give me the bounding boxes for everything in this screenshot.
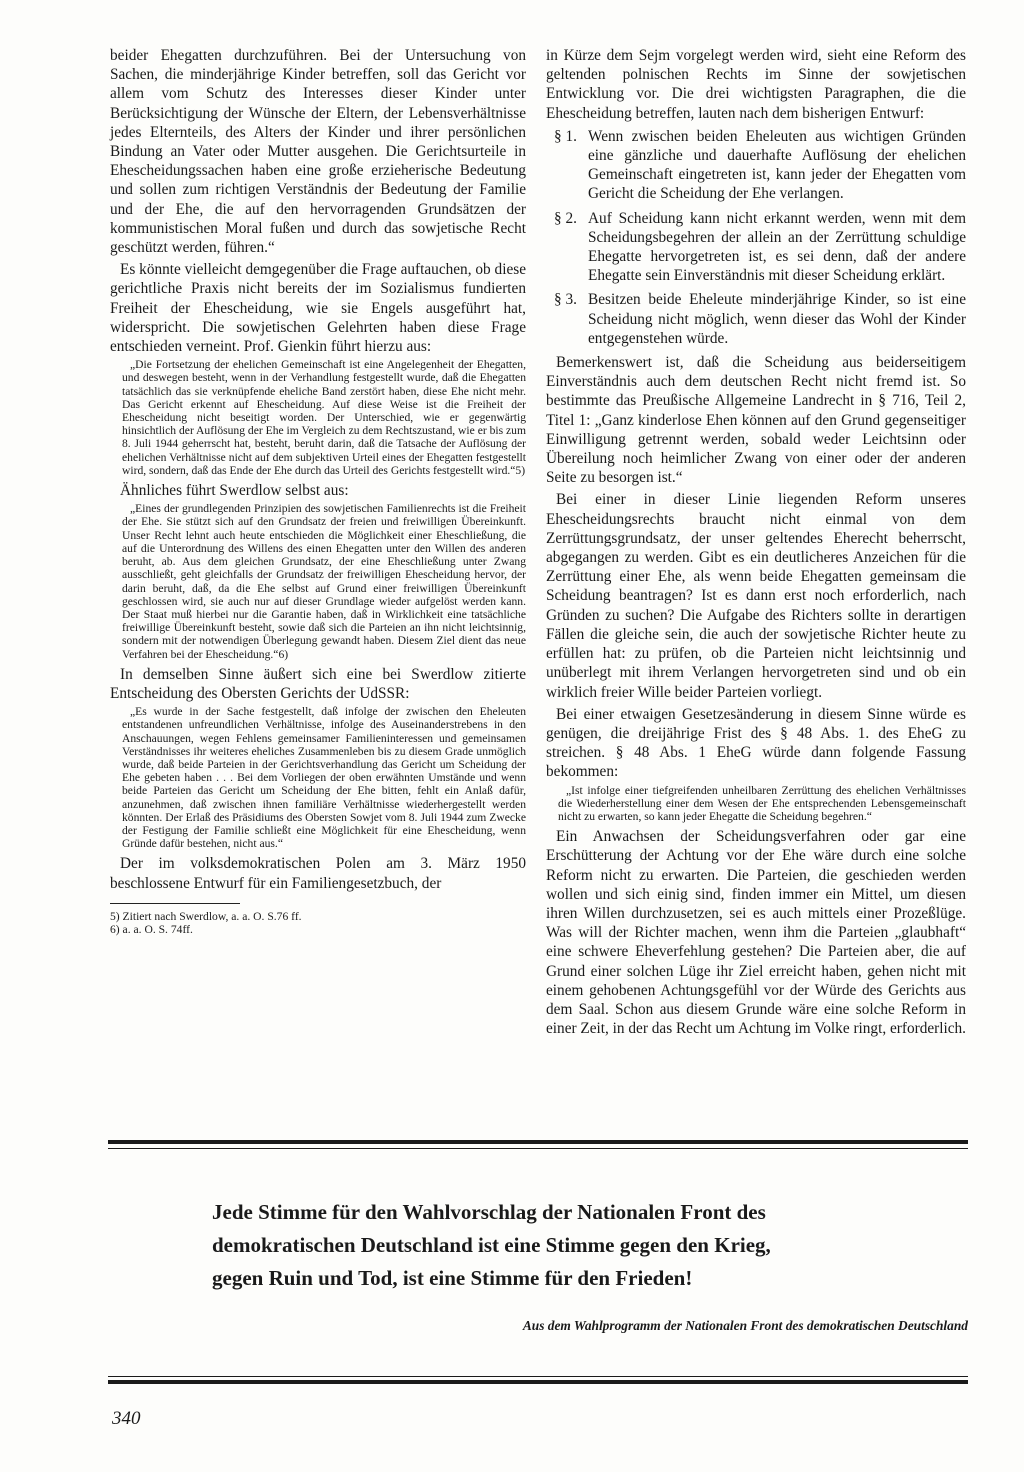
right-column — [546, 46, 966, 1038]
right-paragraph-5: Ein Anwachsen der Scheidungsverfahren oder gar eine Erschütterung der Achtung vor der Ehe wäre durch eine solche Reform nicht zu erwarten. Die Parteien, die geschieden werden wollen und sich einig sind, finden immer ein Mittel, um diesen ihren Willen durchzusetzen, sei es auch mittels einer Prozeßlüge. Was will der Richter machen, wenn ihm die Parteien „glaubhaft“ eine schwere Eheverfehlung gestehen? Die Parteien aber, die auf Grund einer solchen Lüge ihr Ziel erreicht haben, gehen nicht mit einem gehobenen Achtungsgefühl vor der Würde des Gerichts aus dem Saal. Schon aus diesem Grunde wäre eine solche Reform in einer Zeit, in der das Recht um Achtung im Volke ringt, erforderlich. — [546, 828, 966, 1038]
slogan-line-3: gegen Ruin und Tod, ist eine Stimme für den Frieden! — [212, 1266, 693, 1290]
slogan-attribution: Aus dem Wahlprogramm der Nationalen Front des demokratischen Deutschland — [522, 1318, 968, 1333]
page-number: 340 — [112, 1408, 141, 1429]
law-paragraph-item — [546, 127, 966, 204]
left-paragraph-2: Es könnte vielleicht demgegenüber die Frage auftauchen, ob diese gerichtliche Praxis nicht bereits der im Sozialismus fundierten Freiheit der Ehescheidung, wie sie Engels ausgeführt hat, widerspricht. Die sowjetischen Gelehrten haben diese Frage entschieden verneint. Prof. Gienkin führt hierzu aus: — [110, 261, 526, 356]
law-paragraph-number: § 3. — [554, 291, 577, 309]
divider-top-thin — [108, 1148, 968, 1149]
law-paragraph-number: § 2. — [554, 209, 577, 227]
law-paragraph-number: § 1. — [554, 127, 577, 145]
footnotes — [110, 903, 302, 936]
divider-bottom-thick — [108, 1380, 968, 1384]
quote-gienkin: „Die Fortsetzung der ehelichen Gemeinschaft ist eine Angelegenheit der Ehegatten, und deswegen besteht, wenn in der Verhandlung festgestellt wurde, daß die Ehegatten tatsächlich das sie verknüpfende eheliche Band zerstört haben, diese Ehe nicht mehr. Das Gericht erkennt auf Ehescheidung. Auf diese Weise ist die Freiheit der Ehescheidung nicht beseitigt worden. Der Unterschied, wie er gegenwärtig hinsichtlich der Auflösung der Ehe im Vergleich zu dem Rechtszustand, wie er bis zum 8. Juli 1944 geherrscht hat, besteht, beruht darin, daß die Tatsache der Auflösung der ehelichen Verhältnisse nicht auf dem subjektiven Urteil eines der Ehegatten festgestellt wird, sondern, daß das Ende der Ehe durch das Urteil des Gerichts festgestellt wird.“5) — [122, 358, 526, 477]
election-slogan — [212, 1196, 972, 1295]
law-paragraph-text: Besitzen beide Eheleute minderjährige Kinder, so ist eine Scheidung nicht möglich, wenn dieser das Wohl der Kinder entgegenstehen würde. — [588, 291, 966, 347]
law-paragraph-text: Wenn zwischen beiden Eheleuten aus wichtigen Gründen eine gänzliche und dauerhafte Auflösung der ehelichen Gemeinschaft eingetreten ist, kann jeder der Ehegatten vom Gericht die Scheidung der Ehe verlangen. — [588, 127, 966, 203]
quote-proposed-law: „Ist infolge einer tiefgreifenden unheilbaren Zerrüttung des ehelichen Verhältnisses die Wiederherstellung einer dem Wesen der Ehe entsprechenden Lebensgemeinschaft nicht zu erwarten, so kann jeder Ehegatte die Scheidung begehren.“ — [558, 783, 966, 823]
quote-supreme-court: „Es wurde in der Sache festgestellt, daß infolge der zwischen den Eheleuten entstandenen unfreundlichen Verhältnisse, infolge des Auseinanderstrebens in den Anschauungen, wegen Fehlens gemeinsamer Familieninteressen und gemeinsamen Verständnisses ihr weiteres eheliches Zusammenleben bis zu diesem Grade unmöglich wurde, daß beide Parteien in der Gerichtsverhandlung das Gericht um Scheidung der Ehe gebeten haben . . . Bei dem Vorliegen der oben erwähnten Umstände und wenn beide Parteien das Gericht um Scheidung der Ehe bitten, fehlt ein Anlaß dafür, anzunehmen, daß zwischen ihnen familiäre Verhältnisse wiederhergestellt werden könnten. Der Erlaß des Präsidiums des Obersten Sowjet vom 8. Juli 1944 zum Zwecke der Festigung der Familie schließt eine Möglichkeit für eine Ehescheidung, wenn Gründe dafür bestehen, nicht aus.“ — [122, 705, 526, 851]
law-paragraph-text: Auf Scheidung kann nicht erkannt werden, wenn mit dem Scheidungsbegehren der allein an der Zerrüttung schuldige Ehegatte hervorgetreten ist, es sei denn, daß der andere Ehegatte sein Einverständnis mit dieser Scheidung erklärt. — [588, 209, 966, 285]
left-column — [110, 46, 526, 936]
left-paragraph-3: Ähnliches führt Swerdlow selbst aus: — [120, 482, 349, 500]
law-paragraph-list — [546, 127, 966, 348]
divider-bottom-thin — [108, 1376, 968, 1377]
quote-swerdlow: „Eines der grundlegenden Prinzipien des sowjetischen Familienrechts ist die Freiheit der Ehe. Sie stützt sich auf den Grundsatz der freien und freiwilligen Übereinkunft. Unser Recht lehnt auch heute entschieden die Möglichkeit einer Eheschließung, die auf die Unterordnung des Willens des einen Ehegatten unter den Willen des anderen beruht, ab. Aus dem gleichen Grundsatz, der eine Eheschließung unter Zwang ausschließt, geht gleichfalls der Grundsatz der freiwilligen Ehescheidung hervor, der darin beruht, daß, da die Ehe selbst auf Grund einer freiwilligen Übereinkunft geschlossen wird, sie auch nur auf dieser Grundlage wieder aufgelöst werden kann. Der Staat muß hierbei nur die Garantie haben, daß in Wirklichkeit eine tatsächliche freiwillige Übereinkunft besteht, sowie daß sich die Parteien an ihn nicht leichtsinnig, sondern mit der notwendigen Überlegung gewandt haben. Diesem Ziel dient das neue Verfahren bei der Ehescheidung.“6) — [122, 502, 526, 661]
left-paragraph-1: beider Ehegatten durchzuführen. Bei der Untersuchung von Sachen, die minderjährige Kinder betreffen, soll das Gericht vor allem vom Schutz des Interesses dieser Kinder unter Berücksichtigung der Wünsche der Eltern, der Lebensverhältnisse jedes Elternteils, des Alters der Kinder und ihrer persönlichen Bindung an Vater oder Mutter ausgehen. Die Gerichtsurteile in Ehescheidungssachen haben eine große erzieherische Bedeutung und sollen zum richtigen Verständnis der Bedeutung der Familie und der Ehe, die auf den hervorragenden Grundsätzen der kommunistischen Moral fußen und durch das sowjetische Recht geschützt werden, führen.“ — [110, 47, 526, 257]
footnote-5: 5) Zitiert nach Swerdlow, a. a. O. S.76 ff. — [110, 909, 302, 923]
right-paragraph-2: Bemerkenswert ist, daß die Scheidung aus beiderseitigem Einverständnis auch dem deutschen Recht nicht fremd ist. So bestimmte das Preußische Allgemeine Landrecht in § 716, Teil 2, Titel 1: „Ganz kinderlose Ehen können auf den Grund gegenseitiger Einwilligung getrennt werden, sobald weder Leichtsinn oder Übereilung noch heimlicher Zwang von einer oder der anderen Seite zu besorgen ist.“ — [546, 354, 966, 487]
footnote-6: 6) a. a. O. S. 74ff. — [110, 922, 193, 936]
right-paragraph-1: in Kürze dem Sejm vorgelegt werden wird, sieht eine Reform des geltenden polnischen Rechts im Sinne der sowjetischen Entwicklung vor. Die drei wichtigsten Paragraphen, die die Ehescheidung betreffen, lauten nach dem bisherigen Entwurf: — [546, 47, 966, 122]
law-paragraph-item — [546, 209, 966, 286]
slogan-line-1: Jede Stimme für den Wahlvorschlag der Nationalen Front des — [212, 1200, 766, 1224]
law-paragraph-item — [546, 290, 966, 348]
right-paragraph-4: Bei einer etwaigen Gesetzesänderung in diesem Sinne würde es genügen, die dreijährige Frist des § 48 Abs. 1. des EheG zu streichen. § 48 Abs. 1 EheG würde dann folgende Fassung bekommen: — [546, 705, 966, 781]
left-paragraph-4: In demselben Sinne äußert sich eine bei Swerdlow zitierte Entscheidung des Obersten Gerichts der UdSSR: — [110, 665, 526, 702]
slogan-line-2: demokratischen Deutschland ist eine Stimme gegen den Krieg, — [212, 1233, 771, 1257]
right-paragraph-3: Bei einer in dieser Linie liegenden Reform unseres Ehescheidungsrechts braucht nicht einmal von dem Zerrüttungsgrundsatz, der unser geltendes Eherecht beherrscht, abgegangen zu werden. Gibt es ein deutlicheres Anzeichen für die Zerrüttung einer Ehe, als wenn beide Ehegatten gemeinsam die Scheidung beantragen? Ist es dann erst noch erforderlich, nach Gründen zu suchen? Die Aufgabe des Richters sollte in derartigen Fällen die gleiche sein, die auch der sowjetische Richter heute zu erfüllen hat: zu prüfen, ob die Parteien nicht leichtsinnig und unüberlegt mit ihrem Verlangen hervorgetreten sind und ob ein wirklich freier Wille beider Parteien vorliegt. — [546, 491, 966, 701]
divider-top-thick — [108, 1140, 968, 1144]
left-paragraph-5: Der im volksdemokratischen Polen am 3. März 1950 beschlossene Entwurf für ein Familiengesetzbuch, der — [110, 855, 526, 892]
